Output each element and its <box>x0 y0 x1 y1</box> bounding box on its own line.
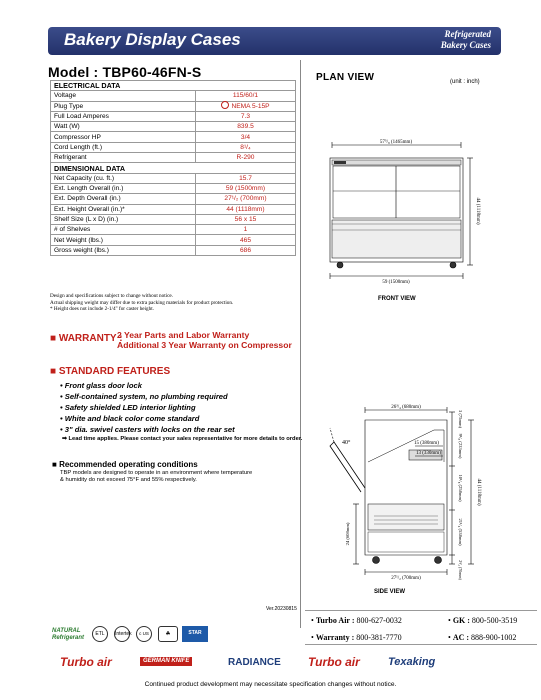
front-top-dim: 57⁵/₈ (1465mm) <box>379 140 413 145</box>
spec-label: Full Load Amperes <box>51 111 196 121</box>
list-item: • 3" dia. swivel casters with locks on the rear set <box>60 425 235 434</box>
table-row <box>51 235 296 245</box>
spec-value: 15.7 <box>196 173 296 183</box>
spec-value: 3/4 <box>196 132 296 142</box>
list-item: • Safety shielded LED interior lighting <box>60 403 196 412</box>
recommended-heading: ■ Recommended operating conditions <box>52 460 198 469</box>
spec-label: Ext. Height Overall (in.)* <box>51 204 196 214</box>
side-shelf-outer-dim: 15 (380mm) <box>414 441 439 446</box>
table-row <box>51 245 296 255</box>
etl-icon: ETL <box>92 626 108 642</box>
warranty-label: ■ WARRANTY : <box>50 333 123 344</box>
spec-value: 1 <box>196 225 296 235</box>
recommended-text <box>60 470 252 484</box>
table-row <box>51 214 296 224</box>
nsf-icon: ☘ <box>158 626 178 642</box>
plug-type-value: NEMA 5-15P <box>231 102 270 110</box>
list-item: • Front glass door lock <box>60 381 142 390</box>
version-label: Ver.20230815 <box>266 606 297 612</box>
electrical-heading: ELECTRICAL DATA <box>51 81 296 91</box>
spec-table <box>50 80 296 256</box>
spec-label: Gross weight (lbs.) <box>51 245 196 255</box>
side-shelf-inner-dim: 13 (330mm) <box>416 451 441 456</box>
contact-label: GK : <box>452 616 470 625</box>
spec-label: Refrigerant <box>51 153 196 163</box>
table-row <box>51 101 296 111</box>
header-banner <box>48 27 501 55</box>
spec-value: 686 <box>196 245 296 255</box>
warranty-line: 2 Year Parts and Labor Warranty <box>117 330 250 340</box>
recommended-heading-text: Recommended operating conditions <box>59 460 198 469</box>
features-list <box>60 380 235 435</box>
warranty-line: Additional 3 Year Warranty on Compressor <box>117 339 292 350</box>
spec-label: Watt (W) <box>51 122 196 132</box>
spec-label: Net Weight (lbs.) <box>51 235 196 245</box>
plan-view-title: PLAN VIEW <box>316 72 375 83</box>
feature-text: 3" dia. swivel casters with locks on the rear set <box>64 425 235 434</box>
refrigerant-text: Refrigerant <box>52 635 85 641</box>
table-row <box>51 204 296 214</box>
side-top-gap-dim: 3 (75mm) <box>458 409 463 429</box>
spec-value <box>196 101 296 111</box>
table-row <box>51 173 296 183</box>
lead-time-note: ➡ Lead time applies. Please contact your sales representative for more details to order. <box>62 436 303 442</box>
plug-icon <box>221 101 229 109</box>
front-view-label: FRONT VIEW <box>378 296 416 302</box>
side-overall-height-dim: 44 (1118mm) <box>476 478 481 506</box>
contact-label: AC : <box>452 633 470 642</box>
spec-value: R-290 <box>196 153 296 163</box>
warranty-label-text: WARRANTY : <box>58 333 123 344</box>
contact-phone: 800-627-0032 <box>356 616 402 625</box>
side-angle: 40° <box>342 440 351 446</box>
contact-warranty: • Warranty : 800-381-7770 <box>311 633 402 642</box>
unit-note: (unit : inch) <box>450 79 480 85</box>
side-upper-dim: 9¹/₈ (233mm) <box>458 433 463 459</box>
contact-phone: 800-381-7770 <box>356 633 402 642</box>
energy-star-icon: STAR <box>182 626 208 642</box>
spec-label: Ext. Depth Overall (in.) <box>51 194 196 204</box>
warranty-text <box>117 331 292 350</box>
table-row <box>51 183 296 193</box>
side-bottom-dim: 27¹/₂ (700mm) <box>391 576 421 580</box>
lead-time-text: Lead time applies. Please contact your sales representative for more details to order. <box>68 436 303 442</box>
spec-label: Net Capacity (cu. ft.) <box>51 173 196 183</box>
spec-label: Voltage <box>51 91 196 101</box>
footer-disclaimer: Continued product development may necessitate specification changes without notice. <box>144 681 397 688</box>
front-height-dim: 44 (1118mm) <box>475 197 480 225</box>
feature-text: Self-contained system, no plumbing required <box>64 392 228 401</box>
category-line-2: Bakery Cases <box>440 40 491 50</box>
side-view-label: SIDE VIEW <box>374 589 406 595</box>
spec-value: 465 <box>196 235 296 245</box>
category-line-1: Refrigerated <box>444 29 491 39</box>
note-line: Actual shipping weight may differ due to extra packing materials for product protection. <box>50 299 234 306</box>
spec-value: 56 x 15 <box>196 214 296 224</box>
table-row <box>51 122 296 132</box>
display-logo <box>334 161 346 164</box>
contact-ac: • AC : 888-900-1002 <box>448 633 517 642</box>
spec-value: 7.3 <box>196 111 296 121</box>
column-divider <box>300 60 301 628</box>
contact-gk: • GK : 800-500-3519 <box>448 616 518 625</box>
german-knife-logo: GERMAN KNIFE <box>140 657 192 666</box>
spec-label: # of Shelves <box>51 225 196 235</box>
spec-value: 839.5 <box>196 122 296 132</box>
category-label <box>441 29 491 51</box>
front-bottom-dim: 59 (1500mm) <box>382 280 410 285</box>
spec-value: 8¹/₄ <box>196 142 296 152</box>
contact-divider-bottom <box>305 644 537 645</box>
turbo-air-logo-2: Turbo air <box>308 655 360 669</box>
spec-label: Shelf Size (L x D) (in.) <box>51 214 196 224</box>
recommended-line: TBP models are designed to operate in an environment where temperature <box>60 470 253 476</box>
side-view-drawing <box>316 400 538 580</box>
spec-value: 59 (1500mm) <box>196 183 296 193</box>
spec-value: 27¹/₂ (700mm) <box>196 194 296 204</box>
contact-label: Warranty : <box>315 633 355 642</box>
contact-label: Turbo Air : <box>315 616 355 625</box>
table-row <box>51 132 296 142</box>
spec-value: 44 (1118mm) <box>196 204 296 214</box>
etl-listed-icon: Intertek <box>114 626 130 642</box>
side-top-dim: 26³/₄ (680mm) <box>391 405 421 410</box>
feature-text: Safety shielded LED interior lighting <box>64 403 196 412</box>
spec-value: 115/60/1 <box>196 91 296 101</box>
contact-phone: 888-900-1002 <box>471 633 517 642</box>
radiance-logo: RADIANCE <box>228 657 281 668</box>
contact-turbo-air: • Turbo Air : 800-627-0032 <box>311 616 402 625</box>
page-title: Bakery Display Cases <box>64 30 241 49</box>
list-item: • Self-contained system, no plumbing required <box>60 392 228 401</box>
side-mid-dim: 10¹/₈ (258mm) <box>458 474 463 502</box>
spec-label: Plug Type <box>51 101 196 111</box>
contact-phone: 800-500-3519 <box>471 616 518 625</box>
spec-label: Cord Length (ft.) <box>51 142 196 152</box>
turbo-air-logo: Turbo air <box>60 655 112 669</box>
ul-icon: c US <box>136 626 152 642</box>
natural-refrigerant-logo <box>52 628 84 642</box>
table-row <box>51 225 296 235</box>
side-caster-dim: 2³/₄ (70mm) <box>458 560 463 580</box>
spec-label: Compressor HP <box>51 132 196 142</box>
dimensional-heading: DIMENSIONAL DATA <box>51 163 296 173</box>
natural-text: NATURAL <box>52 628 81 634</box>
table-row <box>51 153 296 163</box>
features-heading: ■ STANDARD FEATURES <box>50 366 171 377</box>
table-row <box>51 142 296 152</box>
table-row <box>51 111 296 121</box>
front-view-drawing <box>318 134 490 292</box>
list-item: • White and black color come standard <box>60 414 200 423</box>
texaking-logo: Texaking <box>388 656 436 668</box>
brand-logos <box>60 655 490 675</box>
spec-label: Ext. Length Overall (in.) <box>51 183 196 193</box>
feature-text: Front glass door lock <box>64 381 142 390</box>
note-line: * Height does not include 2-1/4" for caster height. <box>50 306 154 313</box>
side-base-upper-dim: 24 (608mm) <box>345 522 350 546</box>
table-row <box>51 91 296 101</box>
recommended-line: & humidity do not exceed 75°F and 55% respectively. <box>60 477 197 483</box>
features-heading-text: STANDARD FEATURES <box>58 366 171 377</box>
contact-divider-top <box>305 610 537 611</box>
note-line: Design and specifications subject to change without notice. <box>50 293 174 299</box>
side-base-lower-dim: 21¹/₄ (538mm) <box>458 518 463 546</box>
model-title: Model : TBP60-46FN-S <box>48 64 202 80</box>
table-row <box>51 194 296 204</box>
spec-notes <box>50 293 233 313</box>
feature-text: White and black color come standard <box>64 414 200 423</box>
